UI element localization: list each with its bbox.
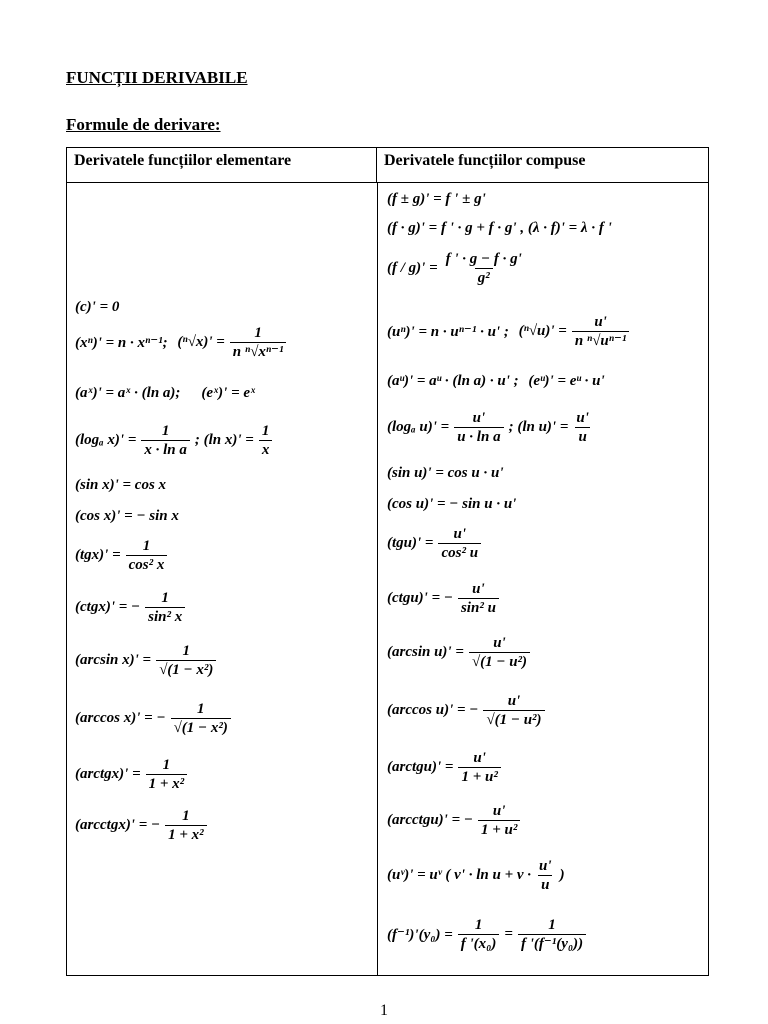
formula-arccos: (arccos x)' = − $\frac{1}{\text{√(1 − x²)}}$ (75, 701, 233, 736)
formula-tg: (tgx)' = $\frac{1}{\text{cos² x}}$ (75, 538, 169, 573)
formula-quotient: (f / g)' = $\frac{f ' \cdot g - f \cdot g'}{\text{g²}}$ (387, 251, 522, 286)
formula-arcsin: (arcsin x)' = $\frac{1}{\text{√(1 − x²)}}$ (75, 643, 218, 678)
formula-composite-ctg: (ctgu)' = − $\frac{u'}{\text{sin² u}}$ (387, 581, 501, 616)
formula-composite-tg: (tgu)' = $\frac{u'}{\text{cos² u}}$ (387, 526, 483, 561)
section-title: Formule de derivare: (66, 115, 221, 134)
formula-cos: (cos x)' = − sin x (75, 508, 179, 524)
formula-composite-arccos: (arccos u)' = − $\frac{u'}{\text{√(1 − u²)}}$ (387, 693, 547, 728)
formula-table (66, 147, 709, 976)
column-divider (377, 183, 378, 976)
formula-exponential: (aˣ)' = aˣ · (ln a); (eˣ)' = eˣ (75, 385, 256, 401)
formula-composite-cos: (cos u)' = − sin u · u' (387, 496, 517, 512)
formula-composite-sin: (sin u)' = cos u · u' (387, 465, 504, 481)
formula-composite-arcsin: (arcsin u)' = $\frac{u'}{\text{√(1 − u²)}}$ (387, 635, 532, 670)
formula-constant: (c)' = 0 (75, 299, 120, 315)
formula-composite-exponential: (aᵘ)' = aᵘ · (ln a) · u' ; (eᵘ)' = eᵘ · u' (387, 373, 605, 389)
formula-product: (f · g)' = f ' · g + f · g' , (λ · f)' = λ · f ' (387, 220, 612, 236)
formula-power-root: (xⁿ)' = n · xⁿ⁻¹; (ⁿ√x)' = $\frac{1}{\text{n ⁿ√xⁿ⁻¹}}$ (75, 325, 288, 360)
formula-inverse-function: (f⁻¹)'(y₀) = $\frac{1}{\text{f '(x₀)}}$ = $\frac{1}{\text{f '(f⁻¹(y₀))}}$ (387, 917, 588, 952)
formula-sum: (f ± g)' = f ' ± g' (387, 191, 486, 207)
column-header-composite: Derivatele funcțiilor compuse (377, 148, 709, 183)
formula-arctg: (arctgx)' = $\frac{1}{\text{1 + x²}}$ (75, 757, 189, 792)
formula-composite-arctg: (arctgu)' = $\frac{u'}{\text{1 + u²}}$ (387, 750, 503, 785)
formula-sin: (sin x)' = cos x (75, 477, 167, 493)
page-number: 1 (380, 1002, 388, 1019)
formula-logarithm: (logₐ x)' = $\frac{1}{\text{x · ln a}}$ ; (ln x)' = $\frac{1}{x}$ (75, 423, 274, 458)
formula-composite-arcctg: (arcctgu)' = − $\frac{u'}{\text{1 + u²}}$ (387, 803, 522, 838)
page-title: FUNCȚII DERIVABILE (66, 68, 248, 87)
column-header-elementary: Derivatele funcțiilor elementare (67, 148, 377, 183)
formula-composite-power-root: (uⁿ)' = n · uⁿ⁻¹ · u' ; (ⁿ√u)' = $\frac{u'}{\text{n ⁿ√uⁿ⁻¹}}$ (387, 314, 631, 349)
formula-arcctg: (arcctgx)' = − $\frac{1}{\text{1 + x²}}$ (75, 808, 209, 843)
formula-composite-logarithm: (logₐ u)' = $\frac{u'}{\text{u · ln a}}$ ; (ln u)' = $\frac{u'}{u}$ (387, 410, 589, 445)
formula-ctg: (ctgx)' = − $\frac{1}{\text{sin² x}}$ (75, 590, 187, 625)
formula-power-exponential: (uᵛ)' = uᵛ ( v' · ln u + v · u' u ) (387, 858, 565, 893)
